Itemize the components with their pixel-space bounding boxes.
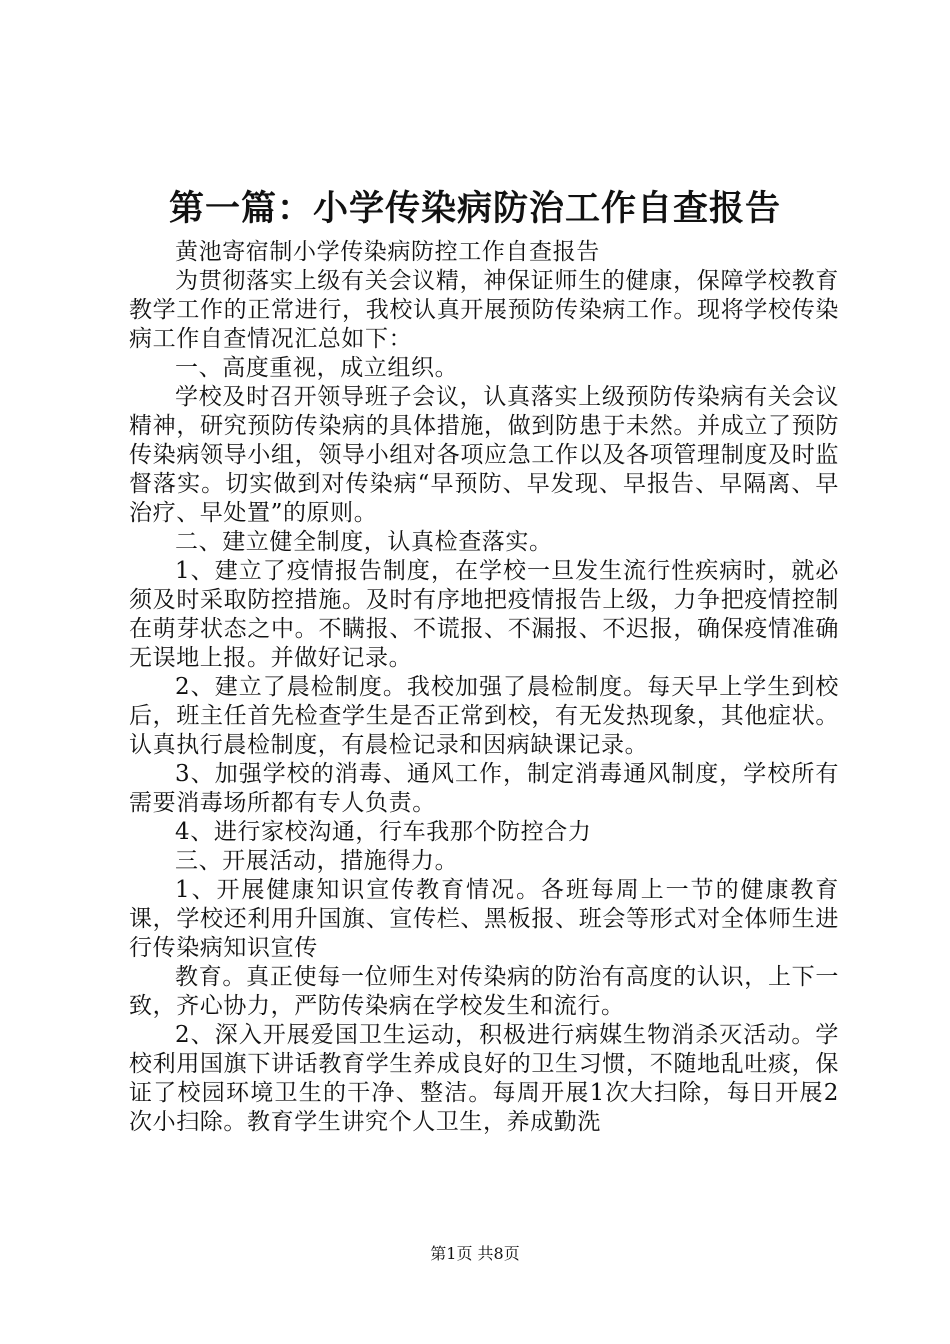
paragraph-item-3-1: 1、开展健康知识宣传教育情况。各班每周上一节的健康教育课，学校还利用升国旗、宣传栏、黑板报、班会等形式对全体师生进行传染病知识宣传	[129, 877, 839, 961]
paragraph-intro: 为贯彻落实上级有关会议精，神保证师生的健康，保障学校教育教学工作的正常进行，我校认真开展预防传染病工作。现将学校传染病工作自查情况汇总如下：	[129, 268, 839, 352]
section-heading-3: 三、开展活动，措施得力。	[175, 848, 459, 874]
paragraph-item-3-1-cont: 教育。真正使每一位师生对传染病的防治有高度的认识，上下一致，齐心协力，严防传染病在学校发生和流行。	[129, 964, 839, 1019]
document-body	[129, 238, 839, 1137]
page-number: 第1页 共8页	[430, 1244, 520, 1263]
section-heading-2: 二、建立健全制度，认真检查落实。	[175, 529, 553, 555]
section-heading-1: 一、高度重视，成立组织。	[175, 355, 459, 381]
paragraph-section-1: 学校及时召开领导班子会议，认真落实上级预防传染病有关会议精神，研究预防传染病的具体措施，做到防患于未然。并成立了预防传染病领导小组，领导小组对各项应急工作以及各项管理制度及时监督落实。切实做到对传染病“早预防、早发现、早报告、早隔离、早治疗、早处置”的原则。	[129, 384, 839, 526]
document-title: 第一篇：小学传染病防治工作自查报告	[168, 188, 781, 229]
paragraph-item-3-2: 2、深入开展爱国卫生运动，积极进行病媒生物消杀灭活动。学校利用国旗下讲话教育学生养成良好的卫生习惯，不随地乱吐痰，保证了校园环境卫生的干净、整洁。每周开展1次大扫除，每日开展2次小扫除。教育学生讲究个人卫生，养成勤洗	[129, 1022, 839, 1135]
paragraph-item-2-2: 2、建立了晨检制度。我校加强了晨检制度。每天早上学生到校后，班主任首先检查学生是否正常到校，有无发热现象，其他症状。认真执行晨检制度，有晨检记录和因病缺课记录。	[129, 674, 839, 758]
paragraph-item-2-1: 1、建立了疫情报告制度，在学校一旦发生流行性疾病时，就必须及时采取防控措施。及时有序地把疫情报告上级，力争把疫情控制在萌芽状态之中。不瞒报、不谎报、不漏报、不迟报，确保疫情准确无误地上报。并做好记录。	[129, 558, 839, 671]
paragraph-subtitle: 黄池寄宿制小学传染病防控工作自查报告	[175, 239, 600, 265]
paragraph-item-2-3: 3、加强学校的消毒、通风工作，制定消毒通风制度，学校所有需要消毒场所都有专人负责。	[129, 761, 839, 816]
paragraph-item-2-4: 4、进行家校沟通，行车我那个防控合力	[175, 819, 592, 845]
